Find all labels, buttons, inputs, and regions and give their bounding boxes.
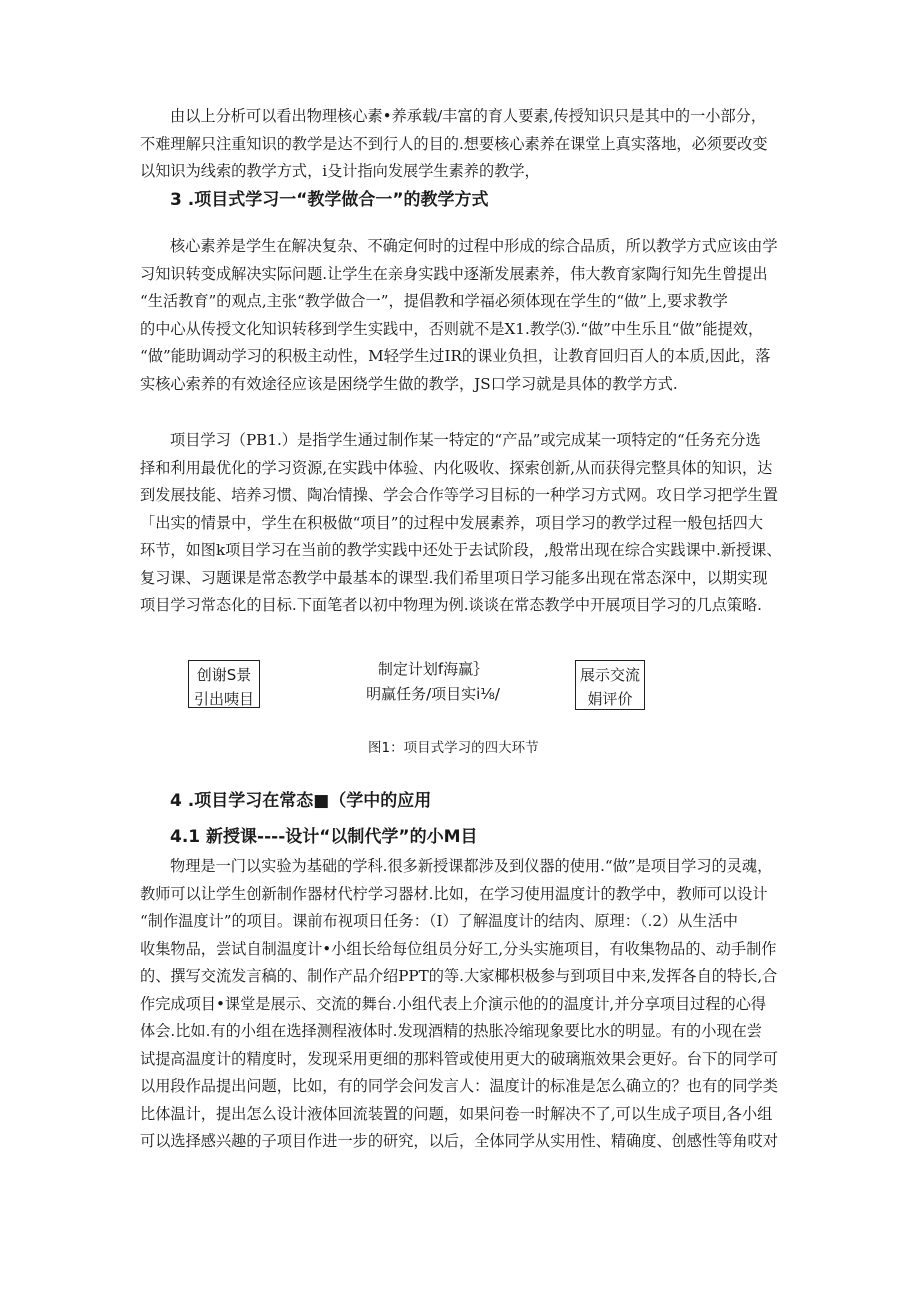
text-line: 作完成项目•课堂是展示、交流的舞台.小组代表上介演示他的的温度计,并分享项目过程的心得 bbox=[140, 994, 767, 1013]
text-line: 的中心从传授文化知识转移到学生实践中，否则就不是X1.教学⑶.“做”中生乐且“做”能提效， bbox=[140, 319, 764, 338]
text-line: “生活教育”的观点,主张“教学做合一”，提倡教和学福必须体现在学生的“做”上,要求教学 bbox=[140, 292, 728, 310]
section-heading-4-1: 4.1 新授课----设计“以制代学”的小M目 bbox=[170, 827, 478, 847]
text-line: 以用段作品提出问题，比如，有的同学会问发言人：温度计的标准是怎么确立的？也有的同学类 bbox=[140, 1077, 778, 1095]
figure-caption: 图1：项目式学习的四大环节 bbox=[368, 740, 539, 756]
text-line: 由以上分析可以看出物理核心素•养承载/丰富的育人要素,传授知识只是其中的一小部分， bbox=[170, 107, 767, 125]
stage-label: 引出咦目 bbox=[193, 690, 254, 708]
stage-label: 创谢S景 bbox=[196, 666, 252, 684]
text-line: 的、撰写交流发言稿的、制作产品介绍PPT的等.大家椰枳极参与到项目中来,发挥各自的特长,合 bbox=[140, 967, 778, 985]
text-line: 可以选择感兴趣的子项目作进一步的研究，以后，全体同学从实用性、精确度、创感性等角哎对 bbox=[140, 1132, 778, 1150]
section-heading-4: 4 .项目学习在常态■（学中的应用 bbox=[170, 791, 432, 811]
text-line: 复习课、习题课是常态教学中最基本的课型.我们希里项日学习能多出现在常态深中，以期实现 bbox=[140, 568, 768, 587]
stage-label: 明赢任务/项目实i⅛/ bbox=[366, 685, 500, 703]
text-line: 项目学习常态化的目标.下面笔者以初中物理为例.谈谈在常态教学中开展项目学习的几点策略. bbox=[140, 596, 762, 614]
text-line: 物理是一门以实验为基础的学科.很多新授课都涉及到仪器的使用.“做”是项目学习的灵魂， bbox=[170, 857, 773, 875]
section-heading-3: 3 .项目式学习一“教学做合一”的教学方式 bbox=[170, 190, 489, 210]
stage-label: 娟评价 bbox=[587, 690, 633, 708]
text-line: 收集物品，尝试自制温度计•小组长给每位组员分好工,分头实施项目，有收集物品的、动手制作 bbox=[140, 939, 777, 958]
text-line: 体会.比如.有的小组在选择测程液体时.发现酒精的热胀冷缩现象要比水的明显。有的小现在尝 bbox=[140, 1022, 762, 1040]
text-line: 择和利用最优化的学习资源,在实践中体验、内化吸收、探索创新,从而获得完整具体的知识，达 bbox=[140, 458, 773, 477]
text-line: 实核心索养的有效途径应该是困绕学生做的教学，JS口学习就是具体的教学方式. bbox=[140, 374, 678, 393]
text-line: 环节，如图k项目学习在当前的教学实践中还处于去试阶段，,般常出现在综合实践课中.新授课、 bbox=[140, 541, 782, 559]
paragraph-teaching-method bbox=[140, 233, 790, 398]
stage-box-present-evaluate bbox=[575, 660, 645, 710]
text-line: 试提高温度计的精度时，发现采用更细的那料管或使用更大的破璃瓶效果会更好。台下的同学可 bbox=[140, 1049, 778, 1068]
stage-plan-implement bbox=[313, 657, 553, 707]
text-line: 项目学习（PB1.）是指学生通过制作某一特定的“产品”或完成某一项特定的“任务充分选 bbox=[170, 431, 761, 449]
text-line: 到发展技能、培养习惯、陶冶情操、学会合作等学习目标的一种学习方式网。攻日学习把学生置 bbox=[140, 486, 778, 504]
text-line: 核心素养是学生在解决复杂、不确定何时的过程中形成的综合品质，所以教学方式应该由学 bbox=[170, 237, 778, 255]
text-line: “做”能助调动学习的积极主动性，M轻学生过IR的课业负担，让教育回归百人的本质,因此，落 bbox=[140, 347, 771, 365]
paragraph-new-lesson-example bbox=[140, 853, 790, 1156]
paragraph-project-learning-definition bbox=[140, 427, 790, 620]
stage-box-create-scene bbox=[188, 660, 260, 708]
stage-label: 制定计划f海赢｝ bbox=[377, 660, 489, 678]
paragraph-core-literacy-analysis bbox=[140, 103, 790, 186]
text-line: 教师可以让学生创新制作器材代柠学习器材.比如，在学习使用温度计的教学中，教师可以设计 bbox=[140, 884, 768, 903]
text-line: 「出实的情景中，学生在积极做“项目”的过程中发展素养，项目学习的教学过程一般包括四大 bbox=[140, 513, 764, 532]
text-line: “制作温度计”的项目。课前布视项日任务：（I）了解温度计的结肉、原理：（.2）从生活中 bbox=[140, 912, 738, 930]
stage-label: 展示交流 bbox=[579, 666, 640, 684]
text-line: 习知识转变成解决实际问题.让学生在亲身实践中逐渐发展素养，伟大教育家陶行知先生曾提出 bbox=[140, 264, 768, 283]
text-line: 以知识为线索的教学方式，i殳计指向发展学生素养的教学， bbox=[140, 162, 540, 180]
text-line: 不难理解只注重知识的教学是达不到行人的目的.想要核心素养在课堂上真实落地，必须要改变 bbox=[140, 134, 768, 153]
text-line: 比体温计，提出怎么设计液体回流装置的问题，如果问卷一时解决不了,可以生成子项目,各小组 bbox=[140, 1104, 773, 1123]
